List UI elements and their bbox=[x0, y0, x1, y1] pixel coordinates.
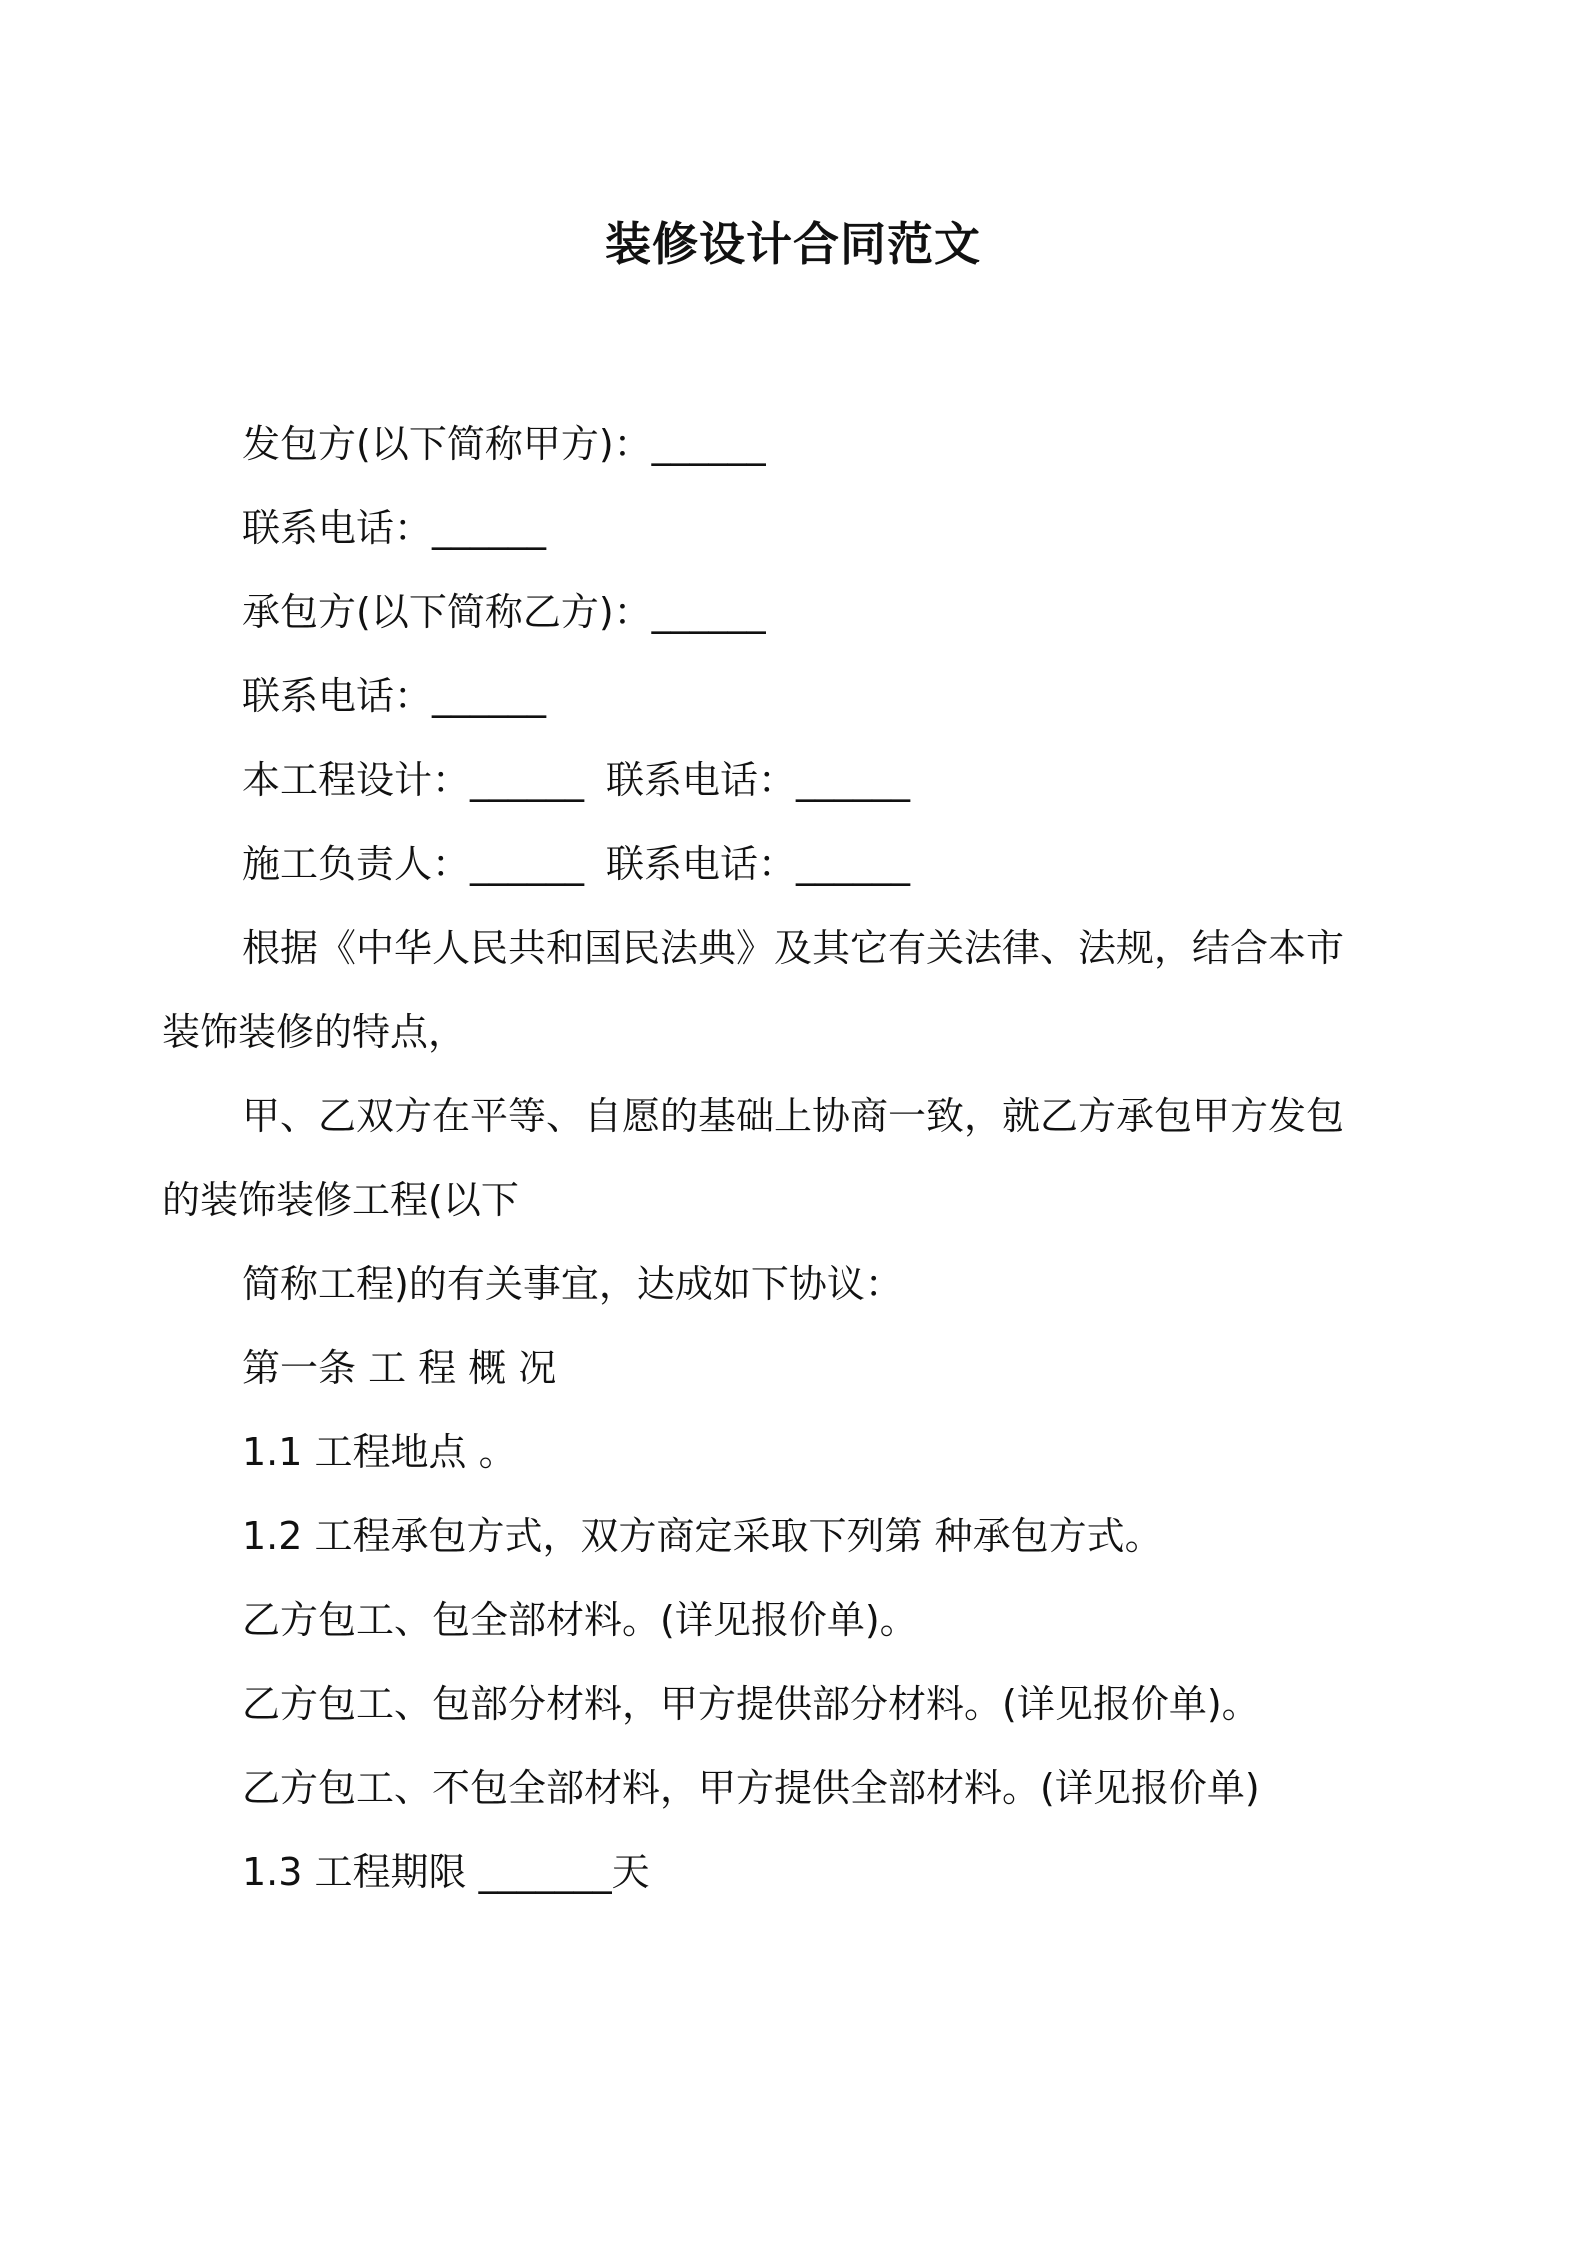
construction-manager-label: 施工负责人： bbox=[242, 842, 471, 886]
construction-manager-line bbox=[242, 822, 1362, 906]
legal-basis-paragraph: 根据《中华人民共和国民法典》及其它有关法律、法规，结合本市装饰装修的特点， bbox=[162, 926, 1345, 1054]
item-1-2: 1.2 工程承包方式，双方商定采取下列第 种承包方式。 bbox=[242, 1514, 1163, 1558]
contract-option-2: 乙方包工、包部分材料，甲方提供部分材料。(详见报价单)。 bbox=[242, 1682, 1260, 1726]
party-a-blank: ______ bbox=[651, 422, 766, 466]
designer-phone-label: 联系电话： bbox=[606, 758, 797, 802]
designer-phone-blank: ______ bbox=[796, 758, 911, 802]
designer-line bbox=[242, 738, 1362, 822]
designer-label: 本工程设计： bbox=[242, 758, 471, 802]
party-b-label: 承包方(以下简称乙方)： bbox=[242, 590, 652, 634]
party-a-line bbox=[242, 402, 1362, 486]
item-1-3-blank: _______ bbox=[478, 1850, 612, 1894]
construction-manager-phone-blank: ______ bbox=[796, 842, 911, 886]
document-body bbox=[162, 402, 1362, 1914]
party-a-phone-label: 联系电话： bbox=[242, 506, 433, 550]
construction-manager-phone-label: 联系电话： bbox=[606, 842, 797, 886]
designer-blank: ______ bbox=[470, 758, 585, 802]
party-b-phone-blank: ______ bbox=[432, 674, 547, 718]
agreement-continuation: 简称工程)的有关事宜，达成如下协议： bbox=[242, 1262, 903, 1306]
item-1-1: 1.1 工程地点 。 bbox=[242, 1430, 517, 1474]
party-a-phone-blank: ______ bbox=[432, 506, 547, 550]
party-a-phone-line bbox=[242, 486, 1362, 570]
article-1-title: 第一条 工 程 概 况 bbox=[242, 1346, 557, 1390]
construction-manager-blank: ______ bbox=[470, 842, 585, 886]
item-1-3-label: 1.3 工程期限 bbox=[242, 1850, 479, 1894]
item-1-3-unit: 天 bbox=[611, 1850, 650, 1894]
party-b-line bbox=[242, 570, 1362, 654]
agreement-paragraph: 甲、乙双方在平等、自愿的基础上协商一致，就乙方承包甲方发包的装饰装修工程(以下 bbox=[162, 1094, 1345, 1222]
contract-option-1: 乙方包工、包全部材料。(详见报价单)。 bbox=[242, 1598, 918, 1642]
party-b-blank: ______ bbox=[651, 590, 766, 634]
party-b-phone-label: 联系电话： bbox=[242, 674, 433, 718]
item-1-3 bbox=[242, 1830, 1362, 1914]
document-title: 装修设计合同范文 bbox=[605, 217, 981, 271]
party-a-label: 发包方(以下简称甲方)： bbox=[242, 422, 652, 466]
contract-option-3: 乙方包工、不包全部材料，甲方提供全部材料。(详见报价单) bbox=[242, 1766, 1260, 1810]
party-b-phone-line bbox=[242, 654, 1362, 738]
